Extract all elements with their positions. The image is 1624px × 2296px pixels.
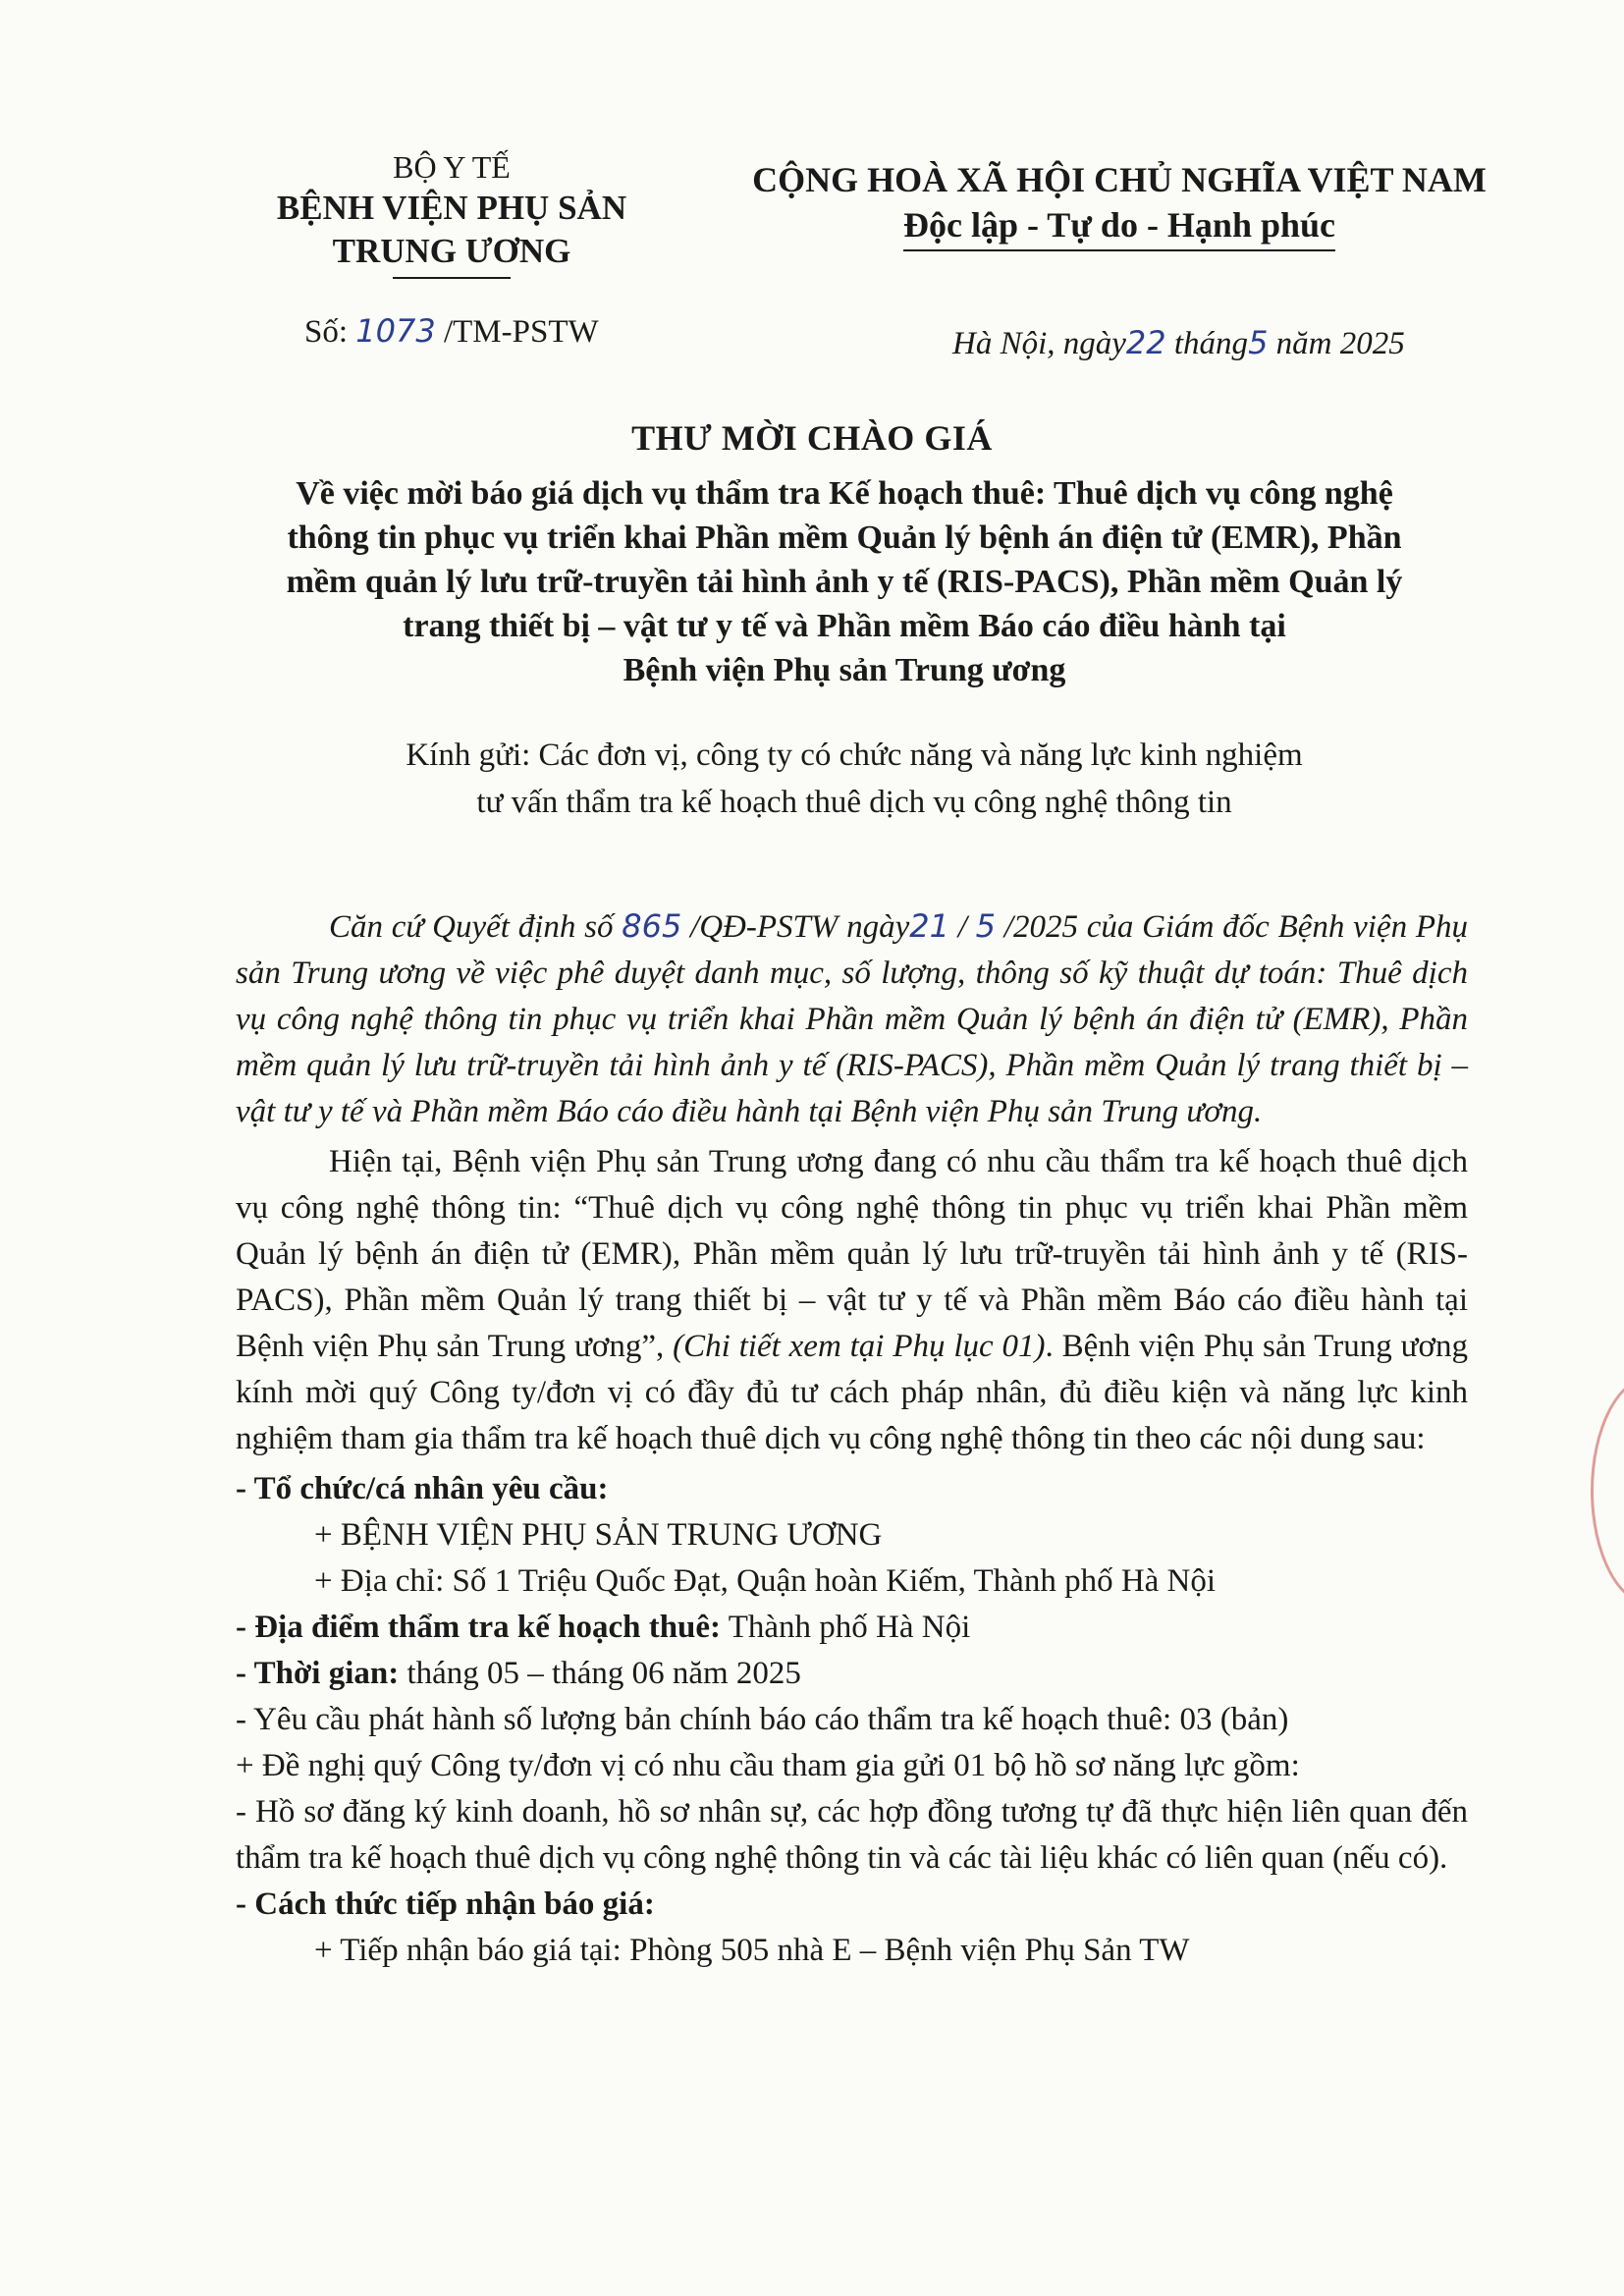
intro-text: Hiện tại, Bệnh viện Phụ sản Trung ương đang có nhu cầu thẩm tra kế hoạch thuê dịch vụ công nghệ thông tin: “Thuê dịch vụ công nghệ thông tin phục vụ triển khai Phần mềm Quản lý bệnh án điện tử (EMR), Phần mềm quản lý lưu trữ-truyền tải hình ảnh y tế (RIS-PACS), Phần mềm Quản lý trang thiết bị – vật tư y tế và Phần mềm Báo cáo điều hành tại Bệnh viện Phụ sản Trung ương”,	[236, 1144, 1468, 1364]
document-number	[304, 312, 599, 351]
method-label: - Cách thức tiếp nhận báo giá:	[236, 1886, 655, 1922]
date-year: năm 2025	[1268, 326, 1405, 361]
decision-month-handwritten: 5	[975, 907, 997, 945]
time-item	[236, 1651, 1468, 1697]
basis-paragraph	[236, 903, 1468, 1135]
location-item	[236, 1605, 1468, 1651]
decision-number-handwritten: 865	[622, 907, 682, 945]
doc-number-suffix: /TM-PSTW	[435, 314, 599, 350]
hospital-name-line2: TRUNG ƯƠNG	[332, 232, 571, 270]
location-value: Thành phố Hà Nội	[721, 1610, 971, 1645]
copies-item: - Yêu cầu phát hành số lượng bản chính báo cáo thẩm tra kế hoạch thuê: 03 (bản)	[236, 1702, 1289, 1737]
nation-name: CỘNG HOÀ XÃ HỘI CHỦ NGHĨA VIỆT NAM	[752, 160, 1487, 199]
subject-line: mềm quản lý lưu trữ-truyền tải hình ảnh y tế (RIS-PACS), Phần mềm Quản lý	[286, 564, 1403, 600]
basis-text: Căn cứ Quyết định số	[329, 909, 623, 945]
decision-day-handwritten: 21	[909, 907, 949, 945]
dossier-item: - Hồ sơ đăng ký kinh doanh, hồ sơ nhân sự, các hợp đồng tương tự đã thực hiện liên quan đến thẩm tra kế hoạch thuê dịch vụ công nghệ thông tin và các tài liệu khác có liên quan (nếu có).	[236, 1794, 1468, 1876]
submit-item: + Đề nghị quý Công ty/đơn vị có nhu cầu tham gia gửi 01 bộ hồ sơ năng lực gồm:	[236, 1748, 1300, 1783]
requester-address: + Địa chỉ: Số 1 Triệu Quốc Đạt, Quận hoàn Kiếm, Thành phố Hà Nội	[314, 1563, 1217, 1599]
issuer-header	[236, 147, 668, 279]
intro-text: . Bệnh viện Phụ sản Trung ương kính mời quý Công ty/đơn vị có đầy đủ tư cách pháp nhân, đủ điều kiện và năng lực kinh nghiệm tham gia thẩm tra kế hoạch thuê dịch vụ công nghệ thông tin theo các nội dung sau:	[236, 1329, 1468, 1456]
date-line	[952, 324, 1405, 362]
basis-text: /2025 của Giám đốc Bệnh viện Phụ sản Trung ương về việc phê duyệt danh mục, số lượng, thông số kỹ thuật dự toán: Thuê dịch vụ công nghệ thông tin phục vụ triển khai Phần mềm Quản lý bệnh án điện tử (EMR), Phần mềm quản lý lưu trữ-truyền tải hình ảnh y tế (RIS-PACS), Phần mềm Quản lý trang thiết bị – vật tư y tế và Phần mềm Báo cáo điều hành tại Bệnh viện Phụ sản Trung ương.	[236, 909, 1469, 1129]
recipient-line2: tư vấn thẩm tra kế hoạch thuê dịch vụ công nghệ thông tin	[476, 785, 1232, 820]
intro-paragraph	[236, 1139, 1468, 1462]
document-title: THƯ MỜI CHÀO GIÁ	[631, 418, 993, 458]
date-place: Hà Nội, ngày	[952, 326, 1126, 361]
recipient-line1: Kính gửi: Các đơn vị, công ty có chức năng và năng lực kinh nghiệm	[406, 738, 1303, 773]
subject-line: Bệnh viện Phụ sản Trung ương	[623, 652, 1066, 688]
national-motto: Độc lập - Tự do - Hạnh phúc	[903, 202, 1335, 251]
recipient-block	[295, 732, 1414, 826]
time-label: - Thời gian:	[236, 1656, 400, 1691]
hospital-name-line1: BỆNH VIỆN PHỤ SẢN	[276, 189, 627, 227]
national-header	[727, 157, 1512, 251]
document-body	[236, 903, 1468, 1974]
subject-line: trang thiết bị – vật tư y tế và Phần mềm Báo cáo điều hành tại	[403, 608, 1286, 644]
time-value: tháng 05 – tháng 06 năm 2025	[399, 1656, 801, 1691]
header-underline	[393, 277, 511, 279]
date-day-handwritten: 22	[1125, 324, 1166, 361]
red-seal-mark	[1591, 1375, 1624, 1607]
requester-name: + BỆNH VIỆN PHỤ SẢN TRUNG ƯƠNG	[314, 1517, 883, 1553]
subject-line: Về việc mời báo giá dịch vụ thẩm tra Kế hoạch thuê: Thuê dịch vụ công nghệ	[296, 475, 1393, 512]
appendix-reference: (Chi tiết xem tại Phụ lục 01)	[673, 1329, 1046, 1364]
method-place: + Tiếp nhận báo giá tại: Phòng 505 nhà E – Bệnh viện Phụ Sản TW	[314, 1933, 1190, 1968]
subject-line: thông tin phục vụ triển khai Phần mềm Quản lý bệnh án điện tử (EMR), Phần	[287, 519, 1402, 556]
ministry-name: BỘ Y TẾ	[393, 149, 511, 185]
date-month-label: tháng	[1165, 326, 1249, 361]
basis-text: /QĐ-PSTW ngày	[681, 909, 910, 945]
subject-block	[245, 471, 1443, 692]
doc-number-handwritten: 1073	[355, 312, 436, 350]
doc-number-prefix: Số:	[304, 314, 356, 350]
requester-label: - Tổ chức/cá nhân yêu cầu:	[236, 1471, 609, 1506]
basis-separator: /	[949, 909, 976, 945]
date-month-handwritten: 5	[1248, 324, 1269, 361]
location-label: - Địa điểm thẩm tra kế hoạch thuê:	[236, 1610, 722, 1645]
